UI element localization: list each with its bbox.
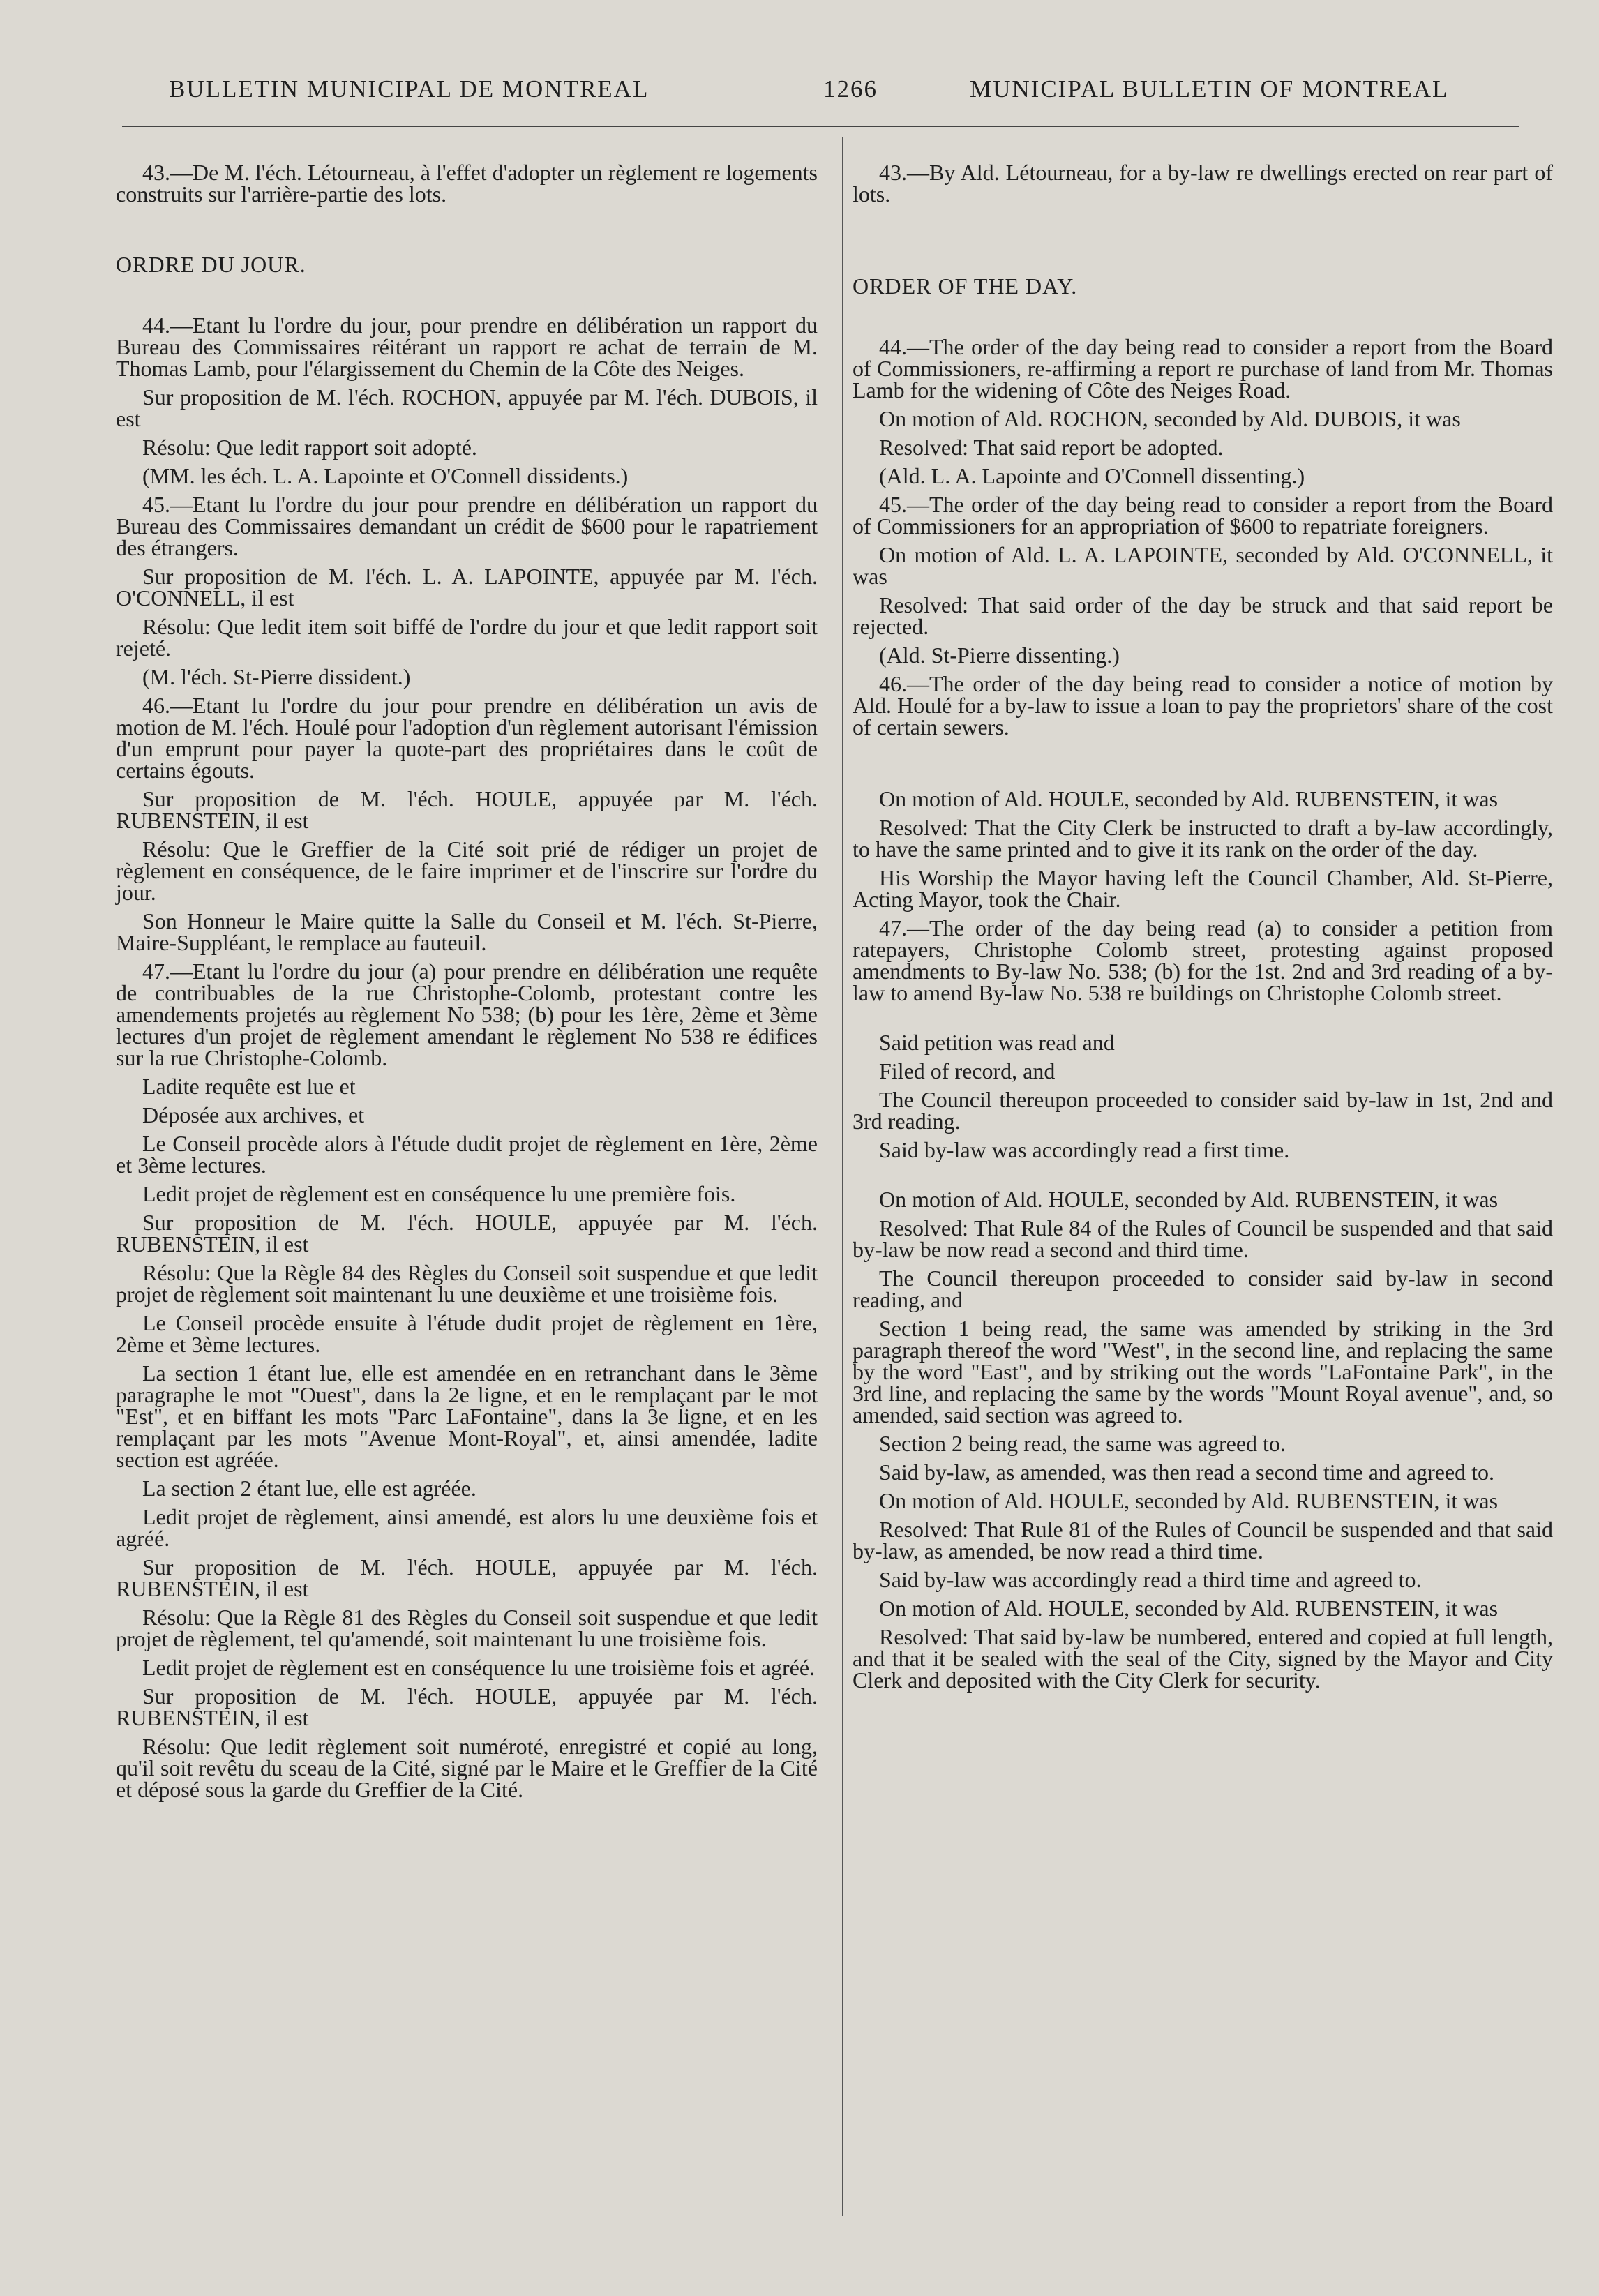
third-reading: Ledit projet de règlement est en conséquence lu une troisième fois et agréé.	[142, 1655, 816, 1680]
item-44: 44.—The order of the day being read to consider a report from the Board of Commissioners, re-affirming a report re purchase of land from Mr. Thomas Lamb for the widening of Côte des Neiges Road.	[853, 334, 1553, 403]
motion: On motion of Ald. L. A. LAPOINTE, seconded by Ald. O'CONNELL, it was	[853, 542, 1553, 589]
resolution: Résolu: Que le Greffier de la Cité soit prié de rédiger un projet de règlement en conséquence, de le faire imprimer et de l'inscrire sur l'ordre du jour.	[116, 836, 818, 905]
motion: On motion of Ald. HOULE, seconded by Ald. RUBENSTEIN, it was	[879, 1596, 1499, 1621]
motion: On motion of Ald. HOULE, seconded by Ald. RUBENSTEIN, it was	[879, 1187, 1499, 1212]
resolution: Résolu: Que ledit rapport soit adopté.	[142, 435, 477, 460]
resolution: Résolu: Que la Règle 81 des Règles du Conseil soit suspendue et que ledit projet de règlement, tel qu'amendé, soit maintenant lu une troisième fois.	[116, 1605, 818, 1651]
dissent-note: (Ald. St-Pierre dissenting.)	[879, 643, 1120, 668]
resolution: Resolved: That Rule 84 of the Rules of Council be suspended and that said by-law be now read a second and third time.	[853, 1215, 1553, 1262]
item-43: 43.—By Ald. Létourneau, for a by-law re dwellings erected on rear part of lots.	[853, 160, 1553, 207]
dissent-note: (Ald. L. A. Lapointe and O'Connell dissenting.)	[879, 463, 1305, 488]
resolution: Resolved: That said order of the day be struck and that said report be rejected.	[853, 592, 1553, 639]
motion: Sur proposition de M. l'éch. ROCHON, appuyée par M. l'éch. DUBOIS, il est	[116, 384, 818, 431]
council-proceeds: The Council thereupon proceeded to consider said by-law in second reading, and	[853, 1266, 1553, 1312]
item-43: 43.—De M. l'éch. Létourneau, à l'effet d'adopter un règlement re logements construits sur l'arrière-partie des lots.	[116, 160, 818, 207]
mayor-note: His Worship the Mayor having left the Council Chamber, Ald. St-Pierre, Acting Mayor, took the Chair.	[853, 865, 1553, 912]
dissent-note: (MM. les éch. L. A. Lapointe et O'Connell dissidents.)	[142, 463, 629, 488]
item-47: 47.—Etant lu l'ordre du jour (a) pour prendre en délibération une requête de contribuables de la rue Christophe-Colomb, protestant contre les amendements projetés au règlement No 538; (b) pour les 1ère, 2ème et 3ème lectures d'un projet de règlement amendant le règlement No 538 re édifices sur la rue Christophe-Colomb.	[116, 959, 818, 1070]
first-reading: Ledit projet de règlement est en conséquence lu une première fois.	[142, 1181, 736, 1206]
french-column	[116, 162, 818, 1801]
petition-filed: Déposée aux archives, et	[142, 1102, 365, 1127]
resolution: Resolved: That said report be adopted.	[879, 435, 1224, 460]
petition-read: Ladite requête est lue et	[142, 1074, 356, 1099]
header-rule	[122, 126, 1519, 127]
petition-filed: Filed of record, and	[879, 1058, 1056, 1083]
resolution: Résolu: Que la Règle 84 des Règles du Conseil soit suspendue et que ledit projet de règlement soit maintenant lu une deuxième et une troisième fois.	[116, 1260, 818, 1307]
resolution: Résolu: Que ledit règlement soit numéroté, enregistré et copié au long, qu'il soit revêtu du sceau de la Cité, signé par le Maire et le Greffier de la Cité et déposé sous la garde du Greffier de la Cité.	[116, 1734, 818, 1802]
resolution: Resolved: That Rule 81 of the Rules of Council be suspended and that said by-law, as amended, be now read a third time.	[853, 1517, 1553, 1563]
mayor-note: Son Honneur le Maire quitte la Salle du Conseil et M. l'éch. St-Pierre, Maire-Suppléant, le remplace au fauteuil.	[116, 908, 818, 955]
council-proceeds: The Council thereupon proceeded to consider said by-law in 1st, 2nd and 3rd reading.	[853, 1087, 1553, 1134]
council-proceeds: Le Conseil procède alors à l'étude dudit projet de règlement en 1ère, 2ème et 3ème lectures.	[116, 1131, 818, 1178]
petition-read: Said petition was read and	[879, 1030, 1115, 1055]
second-reading: Ledit projet de règlement, ainsi amendé, est alors lu une deuxième fois et agréé.	[116, 1504, 818, 1551]
motion: On motion of Ald. ROCHON, seconded by Ald. DUBOIS, it was	[879, 406, 1461, 431]
first-reading: Said by-law was accordingly read a first time.	[879, 1137, 1290, 1162]
section-1-amendment: Section 1 being read, the same was amended by striking in the 3rd paragraph thereof the word "West", in the second line, and replacing the same by the word "East", and by striking out the words "LaFontaine Park", in the 3rd line, and replacing the same by the words "Mount Royal avenue", and, so amended, said section was agreed to.	[853, 1316, 1553, 1427]
item-46: 46.—Etant lu l'ordre du jour pour prendre en délibération un avis de motion de M. l'éch. Houlé pour l'adoption d'un règlement autorisant l'émission d'un emprunt pour payer la quote-part des propriétaires dans le coût de certains égouts.	[116, 693, 818, 783]
item-47: 47.—The order of the day being read (a) to consider a petition from ratepayers, Christophe Colomb street, protesting against proposed amendments to By-law No. 538; (b) for the 1st. 2nd and 3rd reading of a by-law to amend By-law No. 538 re buildings on Christophe Colomb street.	[853, 915, 1553, 1005]
dissent-note: (M. l'éch. St-Pierre dissident.)	[142, 664, 411, 689]
motion: Sur proposition de M. l'éch. HOULE, appuyée par M. l'éch. RUBENSTEIN, il est	[116, 1210, 818, 1256]
header-title-english: MUNICIPAL BULLETIN OF MONTREAL	[970, 75, 1449, 103]
column-divider	[842, 137, 843, 2216]
section-2: Section 2 being read, the same was agreed to.	[879, 1431, 1286, 1456]
motion: On motion of Ald. HOULE, seconded by Ald. RUBENSTEIN, it was	[879, 786, 1499, 811]
resolution: Résolu: Que ledit item soit biffé de l'ordre du jour et que ledit rapport soit rejeté.	[116, 614, 818, 661]
resolution: Resolved: That the City Clerk be instructed to draft a by-law accordingly, to have the same printed and to give it its rank on the order of the day.	[853, 815, 1553, 862]
motion: Sur proposition de M. l'éch. HOULE, appuyée par M. l'éch. RUBENSTEIN, il est	[116, 1554, 818, 1601]
item-46: 46.—The order of the day being read to consider a notice of motion by Ald. Houlé for a by-law to issue a loan to pay the proprietors' share of the cost of certain sewers.	[853, 671, 1553, 740]
item-45: 45.—Etant lu l'ordre du jour pour prendre en délibération un rapport du Bureau des Commissaires demandant un crédit de $600 pour le rapatriement des étrangers.	[116, 492, 818, 560]
section-2: La section 2 étant lue, elle est agréée.	[142, 1476, 476, 1501]
item-44: 44.—Etant lu l'ordre du jour, pour prendre en délibération un rapport du Bureau des Commissaires réitérant un rapport re achat de terrain de M. Thomas Lamb, pour l'élargissement du Chemin de la Côte des Neiges.	[116, 313, 818, 381]
section-heading: ORDER OF THE DAY.	[853, 273, 1078, 299]
third-reading: Said by-law was accordingly read a third time and agreed to.	[879, 1567, 1422, 1592]
item-45: 45.—The order of the day being read to consider a report from the Board of Commissioners for an appropriation of $600 to repatriate foreigners.	[853, 492, 1553, 539]
council-proceeds: Le Conseil procède ensuite à l'étude dudit projet de règlement en 1ère, 2ème et 3ème lectures.	[116, 1310, 818, 1357]
second-reading: Said by-law, as amended, was then read a second time and agreed to.	[879, 1460, 1495, 1485]
page-number: 1266	[823, 75, 878, 103]
english-column	[853, 162, 1553, 1691]
motion: Sur proposition de M. l'éch. HOULE, appuyée par M. l'éch. RUBENSTEIN, il est	[116, 1683, 818, 1730]
motion: Sur proposition de M. l'éch. HOULE, appuyée par M. l'éch. RUBENSTEIN, il est	[116, 786, 818, 833]
motion: Sur proposition de M. l'éch. L. A. LAPOINTE, appuyée par M. l'éch. O'CONNELL, il est	[116, 564, 818, 610]
section-heading: ORDRE DU JOUR.	[116, 252, 306, 277]
header-title-french: BULLETIN MUNICIPAL DE MONTREAL	[169, 75, 650, 103]
motion: On motion of Ald. HOULE, seconded by Ald. RUBENSTEIN, it was	[879, 1488, 1499, 1513]
section-1-amendment: La section 1 étant lue, elle est amendée en en retranchant dans le 3ème paragraphe le mot "Ouest", dans la 2e ligne, et en le remplaçant par le mot "Est", et en biffant les mots "Parc LaFontaine", dans la 3e ligne, et en les remplaçant par les mots "Avenue Mont-Royal", et, ainsi amendée, ladite section est agréée.	[116, 1360, 818, 1472]
resolution: Resolved: That said by-law be numbered, entered and copied at full length, and that it be sealed with the seal of the City, signed by the Mayor and City Clerk and deposited with the City Clerk for security.	[853, 1624, 1553, 1693]
